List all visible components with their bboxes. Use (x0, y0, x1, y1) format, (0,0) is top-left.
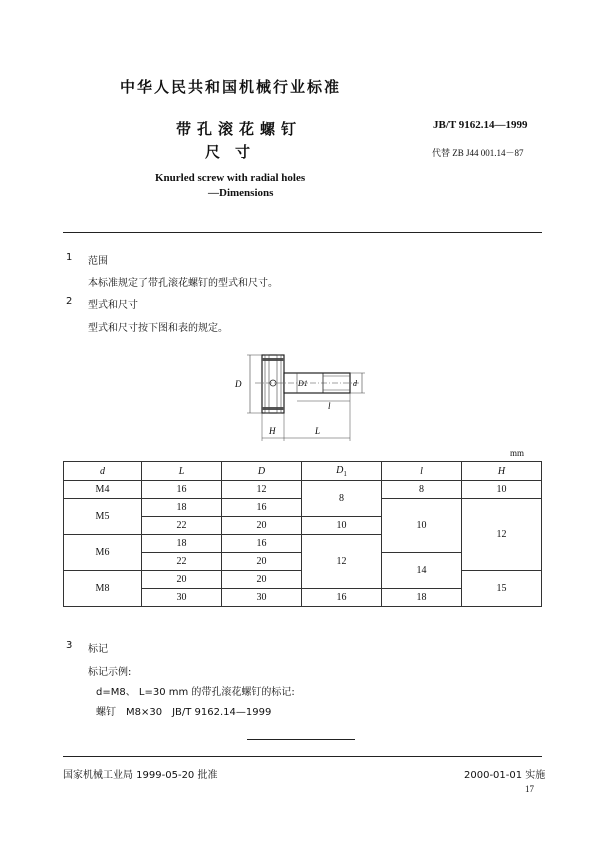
replaces-note: 代替 ZB J44 001.14－87 (432, 148, 524, 158)
cell-d: M5 (64, 499, 142, 535)
label-H: H (269, 426, 276, 436)
cell-d: M4 (64, 481, 142, 499)
label-D1: D1 (298, 379, 308, 388)
cell-D: 16 (222, 499, 302, 517)
col-header-D1: $D_1$ (302, 462, 382, 481)
cell-L: 18 (142, 499, 222, 517)
cell-D1: 16 (302, 589, 382, 607)
marking-example-line1: d=M8、 L=30 mm 的带孔滚花螺钉的标记: (96, 687, 295, 698)
cell-D1: 10 (302, 517, 382, 535)
cell-D1: 12 (302, 535, 382, 589)
issue-date: 国家机械工业局 1999-05-20 批准 (63, 770, 218, 781)
cell-D1: 8 (302, 481, 382, 517)
cell-l: 18 (382, 589, 462, 607)
cell-D: 12 (222, 481, 302, 499)
doc-title-en: Knurled screw with radial holes (155, 172, 306, 184)
section-3-number: 3 (66, 640, 73, 651)
cell-l: 8 (382, 481, 462, 499)
doc-subtitle-en: —Dimensions (208, 187, 274, 199)
cell-H: 10 (462, 481, 542, 499)
cell-L: 16 (142, 481, 222, 499)
section-2-number: 2 (66, 296, 73, 307)
section-2-text: 型式和尺寸按下图和表的规定。 (88, 323, 228, 334)
label-l: l (328, 401, 331, 411)
section-3-title: 标记 (88, 644, 108, 655)
label-D: D (235, 379, 242, 389)
cell-L: 22 (142, 553, 222, 571)
cell-D: 20 (222, 571, 302, 589)
doc-title-zh: 带孔滚花螺钉 (176, 120, 303, 138)
table-row (64, 481, 542, 499)
section-1-title: 范围 (88, 256, 108, 267)
label-L: L (315, 426, 321, 436)
cell-d: M8 (64, 571, 142, 607)
cell-l: 14 (382, 553, 462, 589)
cell-L: 30 (142, 589, 222, 607)
cell-D: 16 (222, 535, 302, 553)
col-header-d: d (64, 462, 142, 481)
cell-L: 18 (142, 535, 222, 553)
cell-l: 10 (382, 499, 462, 553)
label-d: d (353, 379, 357, 388)
doc-subtitle-zh: 尺 寸 (205, 143, 251, 161)
table-header-row (64, 462, 542, 481)
marking-example-line2: 螺钉 M8×30 JB/T 9162.14—1999 (96, 707, 272, 718)
cell-D: 20 (222, 553, 302, 571)
cell-H: 15 (462, 571, 542, 607)
section-1-text: 本标准规定了带孔滚花螺钉的型式和尺寸。 (88, 278, 278, 289)
page-number: 17 (525, 784, 534, 794)
section-2-title: 型式和尺寸 (88, 300, 138, 311)
org-title: 中华人民共和国机械行业标准 (120, 78, 342, 96)
effective-date: 2000-01-01 实施 (464, 770, 546, 781)
col-header-l: l (382, 462, 462, 481)
footer-divider (63, 756, 542, 757)
end-mark (247, 739, 355, 740)
cell-D: 30 (222, 589, 302, 607)
cell-H: 12 (462, 499, 542, 571)
col-header-H: H (462, 462, 542, 481)
cell-d: M6 (64, 535, 142, 571)
dimensions-table (63, 461, 542, 607)
cell-L: 22 (142, 517, 222, 535)
col-header-D: D (222, 462, 302, 481)
screw-drawing (225, 345, 375, 445)
standard-code: JB/T 9162.14—1999 (433, 119, 528, 131)
header-divider (63, 232, 542, 233)
marking-example-label: 标记示例: (88, 667, 132, 678)
cell-L: 20 (142, 571, 222, 589)
cell-D: 20 (222, 517, 302, 535)
col-header-L: L (142, 462, 222, 481)
section-1-number: 1 (66, 252, 73, 263)
table-unit: mm (510, 448, 525, 458)
